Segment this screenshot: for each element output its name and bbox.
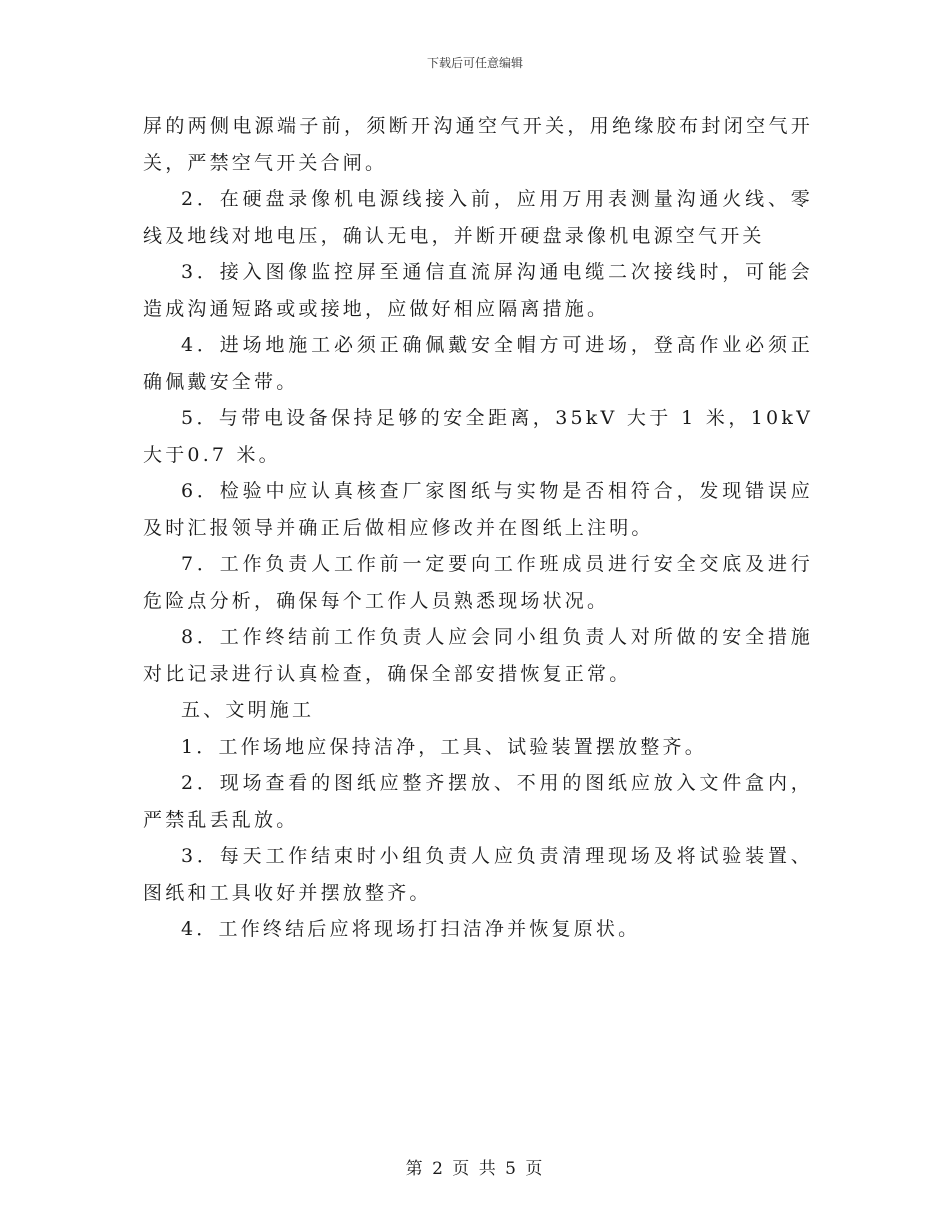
- document-body: [143, 108, 813, 948]
- section-item-3: 3．每天工作结束时小组负责人应负责清理现场及将试验装置、图纸和工具收好并摆放整齐。: [143, 845, 813, 904]
- paragraph-item-8: 8．工作终结前工作负责人应会同小组负责人对所做的安全措施对比记录进行认真检查，确保全部安措恢复正常。: [143, 626, 813, 685]
- paragraph-item-4: 4．进场地施工必须正确佩戴安全帽方可进场，登高作业必须正确佩戴安全带。: [143, 334, 813, 393]
- section-item-1: 1．工作场地应保持洁净，工具、试验装置摆放整齐。: [181, 735, 707, 758]
- section-item-4: 4．工作终结后应将现场打扫洁净并恢复原状。: [181, 918, 641, 940]
- paragraph-item-6: 6．检验中应认真核查厂家图纸与实物是否相符合，发现错误应及时汇报领导并确正后做相应修改并在图纸上注明。: [143, 480, 813, 539]
- paragraph-item-3: 3．接入图像监控屏至通信直流屏沟通电缆二次接线时，可能会造成沟通短路或或接地，应做好相应隔离措施。: [143, 261, 813, 320]
- page-number-footer: 第 2 页 共 5 页: [405, 1159, 545, 1179]
- paragraph-item-5: 5．与带电设备保持足够的安全距离，35kV 大于 1 米，10kV 大于0.7 米。: [143, 407, 813, 466]
- paragraph-continuation: 屏的两侧电源端子前，须断开沟通空气开关，用绝缘胶布封闭空气开关，严禁空气开关合闸。: [143, 115, 813, 174]
- paragraph-item-2: 2．在硬盘录像机电源线接入前，应用万用表测量沟通火线、零线及地线对地电压，确认无电，并断开硬盘录像机电源空气开关: [143, 188, 813, 247]
- paragraph-item-7: 7．工作负责人工作前一定要向工作班成员进行安全交底及进行危险点分析，确保每个工作人员熟悉现场状况。: [143, 553, 813, 612]
- section-item-2: 2．现场查看的图纸应整齐摆放、不用的图纸应放入文件盒内，严禁乱丢乱放。: [143, 772, 813, 831]
- section-heading: 五、文明施工: [181, 699, 315, 721]
- page-header: 下载后可任意编辑: [426, 56, 523, 70]
